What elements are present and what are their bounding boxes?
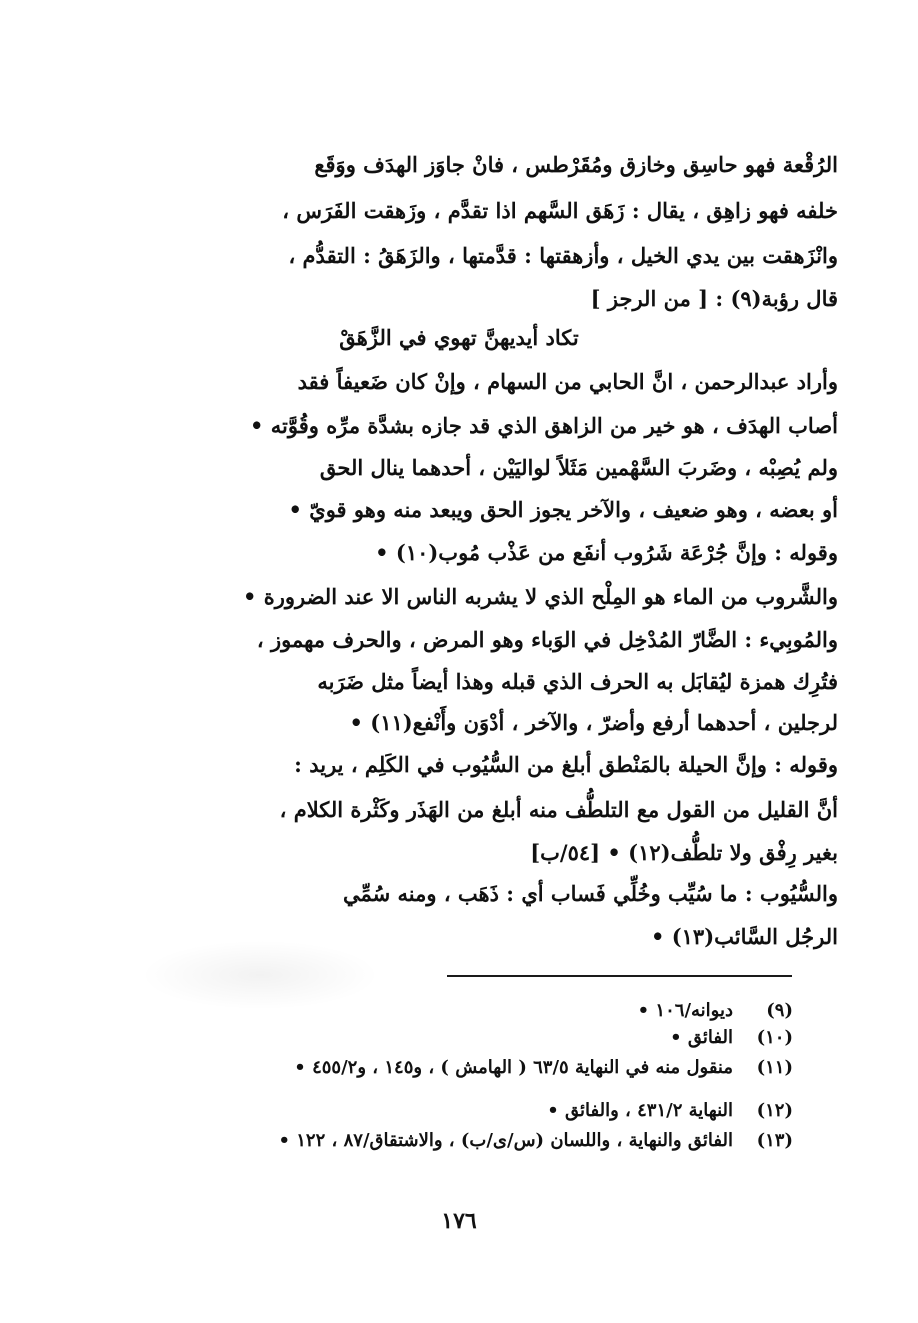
body-line-19: الرجُل السَّائب(١٣) • — [650, 924, 838, 949]
footnote-separator — [447, 975, 792, 977]
verse-line: تكاد أيديهنَّ تهوي في الزَّهَقْ — [339, 325, 579, 350]
body-line-6: وأراد عبدالرحمن ، انَّ الحابي من السهام ، وإنْ كان ضَعيفاً فقد — [297, 369, 838, 394]
footnote-number: (١٣) — [756, 1130, 793, 1151]
body-line-3: وانْزَهقت بين يدي الخيل ، وأزهقتها : قدَّمتها ، والزَهَقُ : التقدُّم ، — [288, 243, 838, 268]
footnote-text: منقول منه في النهاية ٦٣/٥ ( الهامش ) ، و١٤٥ ، و٤٥٥/٢ • — [294, 1057, 733, 1078]
footnote-text: النهاية ٤٣١/٢ ، والفائق • — [547, 1100, 733, 1121]
body-line-18: والسُّيُوب : ما سُيِّب وخُلِّي فَساب أي : ذَهَب ، ومنه سُمِّي — [342, 881, 838, 906]
body-line-16: أنَّ القليل من القول مع التلطُّف منه أبلغ من الهَذَر وكَثْرة الكلام ، — [279, 797, 838, 822]
body-line-12: والمُوبِيء : الضَّارّ المُدْخِل في الوَباء وهو المرض ، والحرف مهموز ، — [256, 627, 838, 652]
page-number: ١٧٦ — [441, 1208, 477, 1234]
footnote-number: (١٠) — [756, 1027, 793, 1048]
body-line-15: وقوله : وإنَّ الحيلة بالمَنْطق أبلغ من السُّيُوب في الكَلِم ، يريد : — [294, 752, 838, 777]
footnote-number: (١١) — [756, 1057, 793, 1078]
footnote-text: الفائق والنهاية ، واللسان (س/ى/ب) ، والاشتقاق/٨٧ ، ١٢٢ • — [278, 1130, 733, 1151]
body-line-9: أو بعضه ، وهو ضعيف ، والآخر يجوز الحق ويبعد منه وهو قويّ • — [288, 497, 838, 522]
footnote-text: الفائق • — [670, 1027, 733, 1048]
body-line-7: أصاب الهدَف ، هو خير من الزاهق الذي قد جازه بشدَّة مرِّه وقُوَّته • — [250, 413, 838, 438]
body-line-11: والشَّروب من الماء هو المِلْح الذي لا يشربه الناس الا عند الضرورة • — [242, 584, 838, 609]
footnote-text: ديوانه/١٠٦ • — [637, 1000, 733, 1021]
body-line-13: فتُرِك همزة ليُقابَل به الحرف الذي قبله وهذا أيضاً مثل ضَرَبه — [317, 669, 838, 694]
body-line-8: ولم يُصِبْه ، وضَربَ السَّهْمين مَثَلاً لواليَيْن ، أحدهما ينال الحق — [319, 455, 838, 480]
footnote-number: (١٢) — [756, 1100, 793, 1121]
footnote-number: (٩) — [766, 1000, 793, 1021]
body-line-1: الرُقْعة فهو حاسِق وخازق ومُقَرْطس ، فانْ جاوَز الهدَف ووَقَع — [314, 152, 838, 177]
body-line-14: لرجلين ، أحدهما أرفع وأضرّ ، والآخر ، أدْوَن وأَنْفع(١١) • — [349, 710, 838, 735]
body-line-10: وقوله : وإنَّ جُرْعَة شَرُوب أنفَع من عَذْب مُوب(١٠) • — [375, 540, 838, 565]
body-line-17: بغير رِفْق ولا تلطُّف(١٢) • [٥٤/ب] — [530, 840, 838, 865]
body-line-4: قال رؤبة(٩) : [ من الرجز ] — [590, 286, 838, 311]
body-line-2: خلفه فهو زاهِق ، يقال : زَهَق السَّهم اذا تقدَّم ، وزَهقت الفَرَس ، — [282, 198, 838, 223]
